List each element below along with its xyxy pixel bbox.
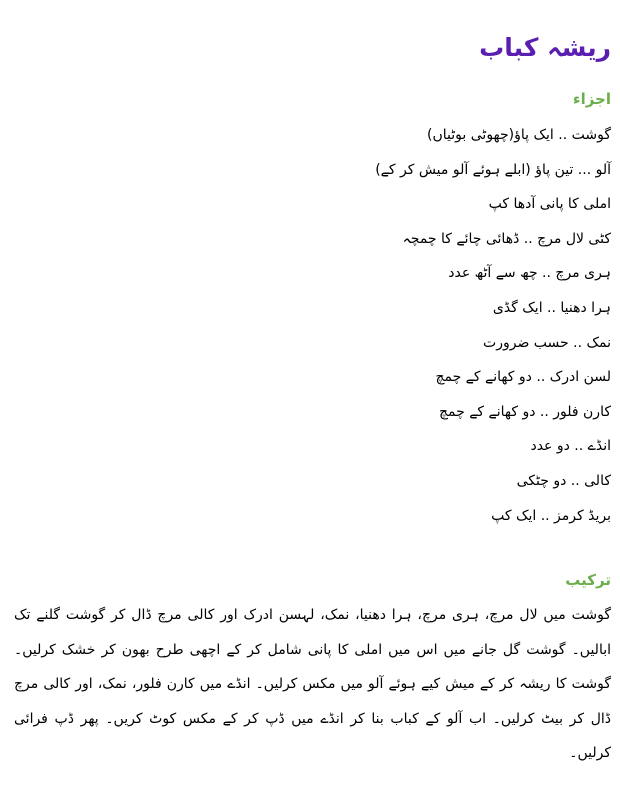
recipe-title: ریشہ کباب: [479, 33, 611, 62]
ingredient-item: کٹی لال مرچ .. ڈھائی چائے کا چمچہ: [402, 230, 611, 247]
ingredient-item: کارن فلور .. دو کھانے کے چمچ: [438, 403, 611, 420]
ingredient-item: انڈے .. دو عدد: [530, 438, 611, 455]
ingredient-item: ہری مرچ .. چھ سے آٹھ عدد: [448, 265, 611, 282]
ingredient-item: نمک .. حسب ضرورت: [483, 334, 611, 351]
ingredient-item: آلو ... تین پاؤ (ابلے ہوئے آلو میش کر کے): [375, 161, 611, 178]
ingredient-item: بریڈ کرمز .. ایک کپ: [491, 507, 611, 524]
ingredient-item: املی کا پانی آدھا کپ: [488, 196, 611, 213]
ingredients-heading: اجزاء: [572, 90, 611, 108]
method-heading: ترکیب: [565, 571, 611, 589]
ingredient-item: لسن ادرک .. دو کھانے کے چمچ: [435, 369, 611, 386]
ingredient-item: گوشت .. ایک پاؤ(چھوٹی بوٹیاں): [427, 127, 611, 143]
ingredient-item: کالی .. دو چٹکی: [516, 472, 611, 489]
ingredients-list: [375, 118, 611, 533]
ingredient-item: ہرا دھنیا .. ایک گڈی: [492, 299, 611, 316]
method-paragraph: گوشت میں لال مرچ، ہری مرچ، ہرا دھنیا، نمک، لہسن ادرک اور کالی مرچ ڈال کر گوشت گلنے تک ابالیں۔ گوشت گل جانے میں اس میں املی کا پانی شامل کر کے اچھی طرح بھون کر خشک کرلیں۔ گوشت کا ریشہ کر کے میش کیے ہوئے آلو میں مکس کرلیں۔ انڈے میں کارن فلور، نمک، اور کالی مرچ ڈال کر بیٹ کرلیں۔ اب آلو کے کباب بنا کر انڈے میں ڈپ کر کے مکس کوٹ کریں۔ پھر ڈپ فرائی کرلیں۔: [14, 607, 611, 761]
